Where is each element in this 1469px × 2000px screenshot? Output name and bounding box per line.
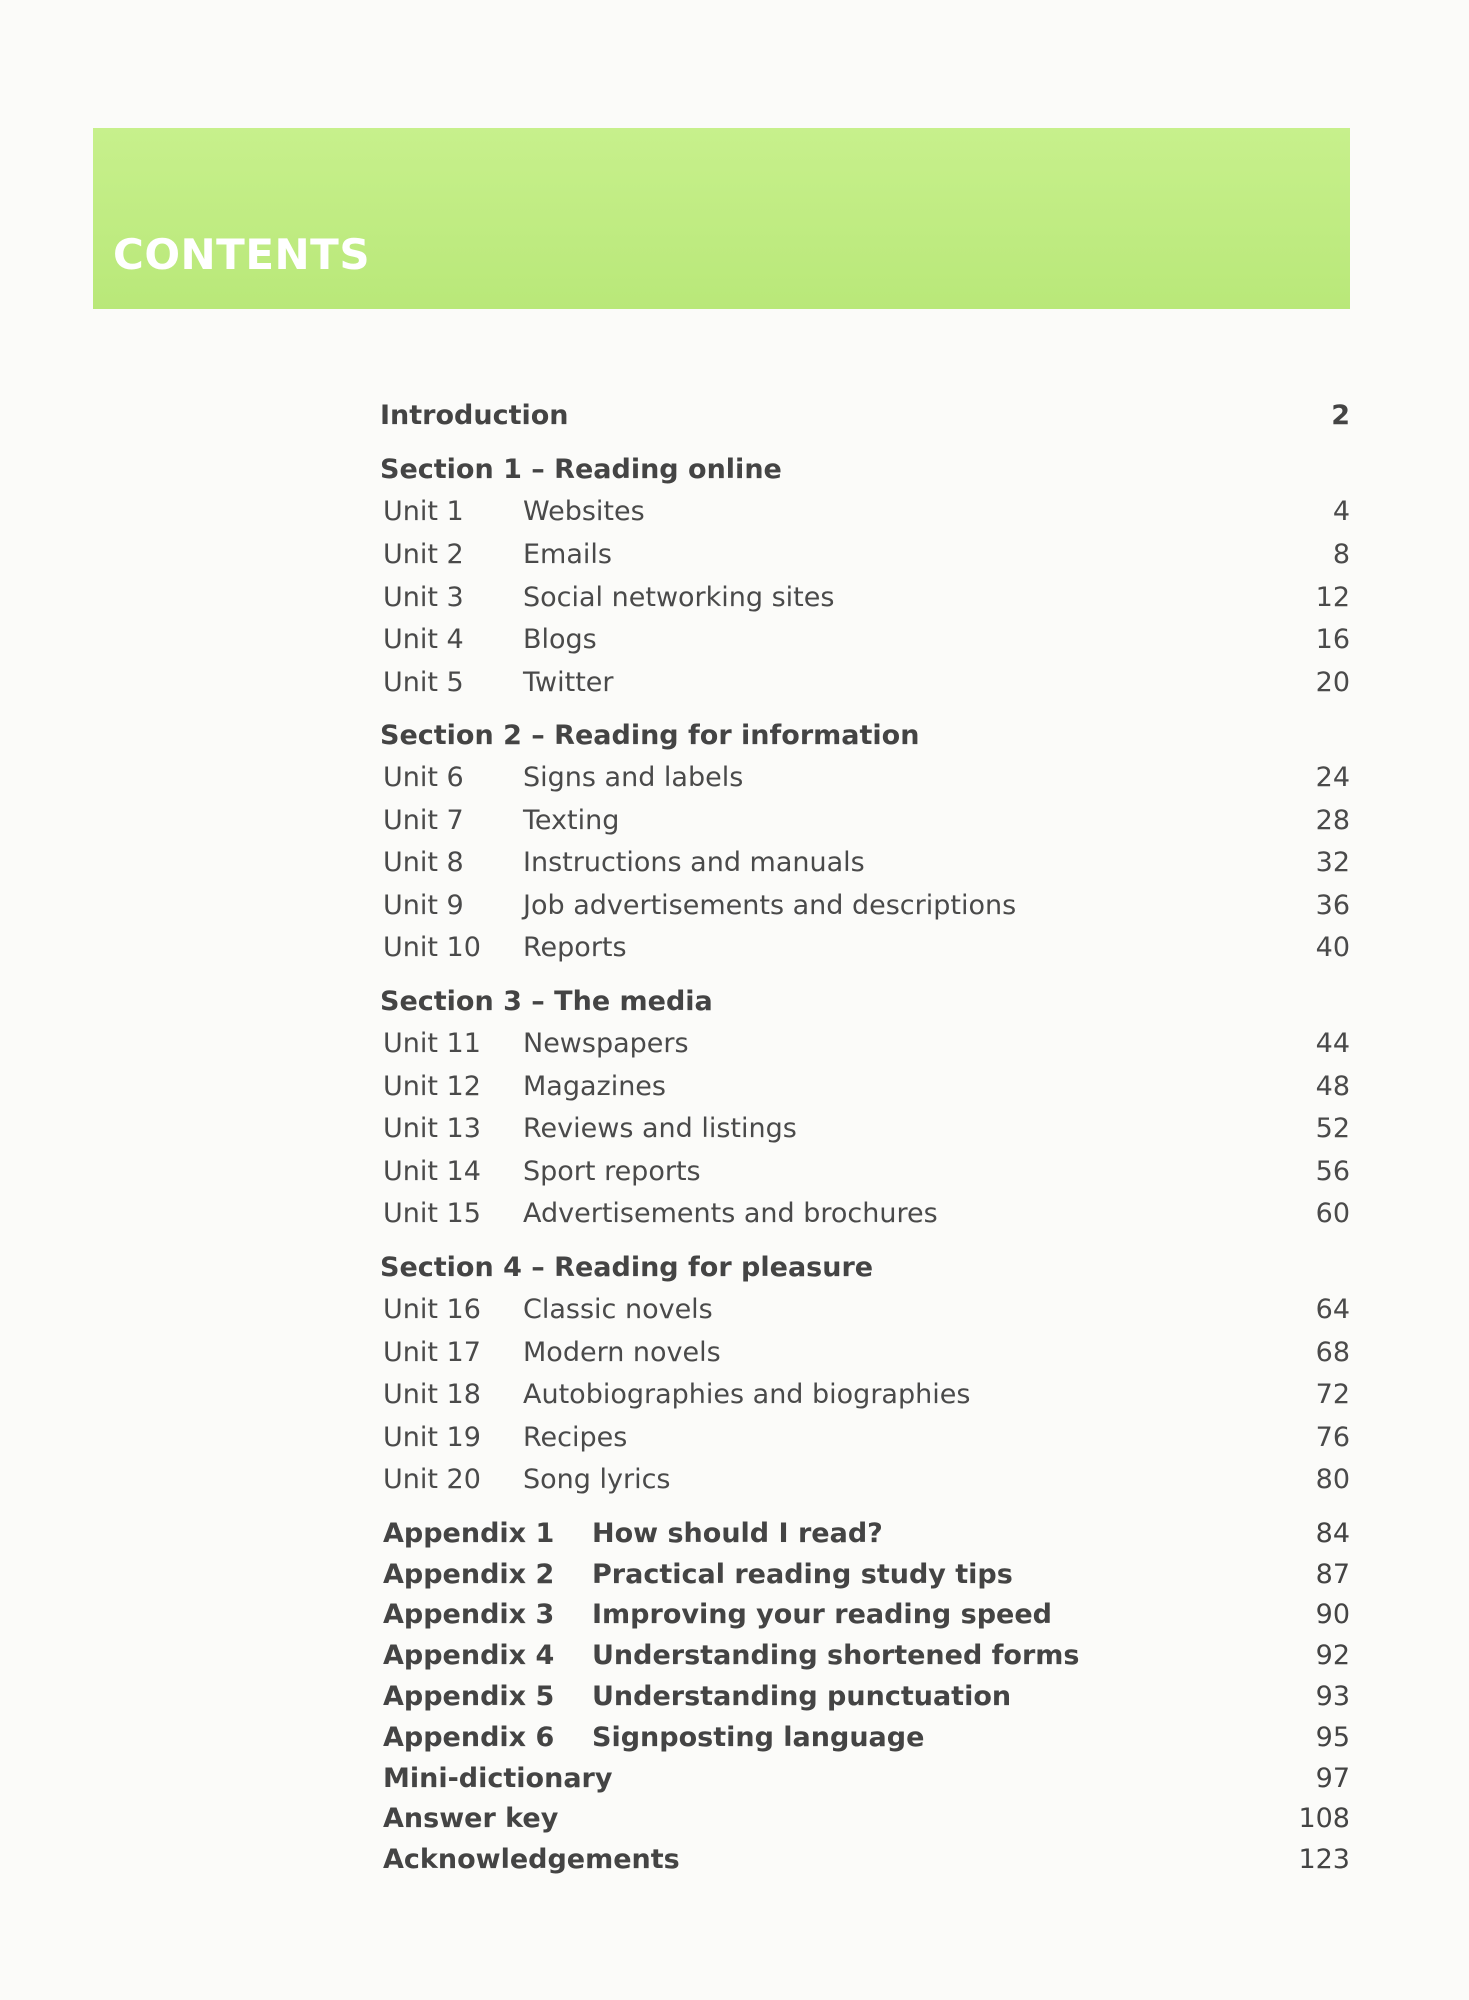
page-number: 90	[1315, 1599, 1350, 1630]
section-heading	[380, 450, 1350, 490]
unit-number: Unit 8	[383, 847, 464, 878]
page-number: 20	[1315, 667, 1350, 698]
toc-entry-unit[interactable]	[380, 492, 1350, 532]
toc-entry-unit[interactable]	[380, 1109, 1350, 1149]
toc-entry-introduction[interactable]	[380, 396, 1350, 436]
page-number: 92	[1315, 1640, 1350, 1671]
toc-entry-unit[interactable]	[380, 801, 1350, 841]
appendix-title: Practical reading study tips	[592, 1559, 1013, 1590]
page-number: 80	[1315, 1464, 1350, 1495]
toc-entry-unit[interactable]	[380, 1333, 1350, 1373]
unit-number: Unit 12	[383, 1071, 481, 1102]
toc-entry-unit[interactable]	[380, 843, 1350, 883]
unit-number: Unit 5	[383, 667, 464, 698]
unit-number: Unit 10	[383, 932, 481, 963]
unit-title: Sport reports	[523, 1156, 701, 1187]
unit-title: Social networking sites	[523, 582, 835, 613]
toc-entry-appendix[interactable]	[380, 1555, 1350, 1595]
appendix-number: Appendix 3	[383, 1599, 555, 1630]
toc-entry-acknowledgements[interactable]	[380, 1840, 1350, 1880]
contents-banner	[93, 128, 1350, 309]
unit-title: Texting	[523, 805, 620, 836]
page-number: 68	[1315, 1337, 1350, 1368]
unit-title: Reviews and listings	[523, 1113, 797, 1144]
page-number: 24	[1315, 762, 1350, 793]
page-number: 4	[1332, 496, 1350, 527]
unit-title: Websites	[523, 496, 645, 527]
unit-number: Unit 1	[383, 496, 464, 527]
page-number: 44	[1315, 1028, 1350, 1059]
unit-number: Unit 18	[383, 1379, 481, 1410]
unit-title: Blogs	[523, 624, 597, 655]
unit-title: Emails	[523, 539, 612, 570]
unit-title: Classic novels	[523, 1294, 713, 1325]
appendix-title: How should I read?	[592, 1518, 883, 1549]
toc-entry-appendix[interactable]	[380, 1514, 1350, 1554]
unit-title: Recipes	[523, 1422, 628, 1453]
entry-label: Mini-dictionary	[383, 1763, 613, 1794]
toc-entry-unit[interactable]	[380, 578, 1350, 618]
appendix-title: Signposting language	[592, 1722, 925, 1753]
toc-entry-unit[interactable]	[380, 1460, 1350, 1500]
toc-entry-mini-dictionary[interactable]	[380, 1759, 1350, 1799]
entry-label: Acknowledgements	[383, 1844, 680, 1875]
unit-title: Song lyrics	[523, 1464, 671, 1495]
unit-number: Unit 6	[383, 762, 464, 793]
page-number: 48	[1315, 1071, 1350, 1102]
toc-entry-unit[interactable]	[380, 620, 1350, 660]
toc-entry-unit[interactable]	[380, 1024, 1350, 1064]
page-number: 52	[1315, 1113, 1350, 1144]
page-number: 76	[1315, 1422, 1350, 1453]
toc-entry-unit[interactable]	[380, 535, 1350, 575]
section-heading	[380, 716, 1350, 756]
page-number: 64	[1315, 1294, 1350, 1325]
unit-number: Unit 16	[383, 1294, 481, 1325]
entry-label: Answer key	[383, 1803, 559, 1834]
page-number: 108	[1298, 1803, 1350, 1834]
toc-entry-unit[interactable]	[380, 1418, 1350, 1458]
page-number: 60	[1315, 1198, 1350, 1229]
unit-number: Unit 17	[383, 1337, 481, 1368]
page-number: 95	[1315, 1722, 1350, 1753]
section-heading	[380, 1248, 1350, 1288]
unit-number: Unit 15	[383, 1198, 481, 1229]
unit-title: Autobiographies and biographies	[523, 1379, 971, 1410]
toc-entry-unit[interactable]	[380, 928, 1350, 968]
page-number: 93	[1315, 1681, 1350, 1712]
page-number: 28	[1315, 805, 1350, 836]
toc-entry-unit[interactable]	[380, 663, 1350, 703]
unit-title: Reports	[523, 932, 627, 963]
unit-number: Unit 7	[383, 805, 464, 836]
toc-entry-appendix[interactable]	[380, 1636, 1350, 1676]
unit-number: Unit 9	[383, 890, 464, 921]
page-number: 87	[1315, 1559, 1350, 1590]
appendix-number: Appendix 1	[383, 1518, 555, 1549]
unit-number: Unit 13	[383, 1113, 481, 1144]
page-title: CONTENTS	[113, 230, 371, 279]
unit-title: Signs and labels	[523, 762, 744, 793]
section-heading-text: Section 4 – Reading for pleasure	[380, 1252, 874, 1283]
unit-number: Unit 2	[383, 539, 464, 570]
section-heading-text: Section 2 – Reading for information	[380, 720, 920, 751]
toc-entry-unit[interactable]	[380, 886, 1350, 926]
toc-entry-unit[interactable]	[380, 1067, 1350, 1107]
page-number: 36	[1315, 890, 1350, 921]
toc-entry-unit[interactable]	[380, 758, 1350, 798]
toc-entry-unit[interactable]	[380, 1152, 1350, 1192]
appendix-number: Appendix 6	[383, 1722, 555, 1753]
section-heading-text: Section 3 – The media	[380, 986, 713, 1017]
page-number: 56	[1315, 1156, 1350, 1187]
toc-entry-unit[interactable]	[380, 1194, 1350, 1234]
section-heading	[380, 982, 1350, 1022]
toc-entry-unit[interactable]	[380, 1375, 1350, 1415]
toc-entry-answer-key[interactable]	[380, 1799, 1350, 1839]
unit-number: Unit 4	[383, 624, 464, 655]
page-number: 72	[1315, 1379, 1350, 1410]
page-number: 16	[1315, 624, 1350, 655]
unit-title: Advertisements and brochures	[523, 1198, 938, 1229]
page-number: 8	[1332, 539, 1350, 570]
unit-title: Twitter	[523, 667, 614, 698]
toc-entry-unit[interactable]	[380, 1290, 1350, 1330]
page-number: 40	[1315, 932, 1350, 963]
appendix-title: Understanding shortened forms	[592, 1640, 1080, 1671]
unit-number: Unit 19	[383, 1422, 481, 1453]
appendix-number: Appendix 2	[383, 1559, 555, 1590]
unit-title: Newspapers	[523, 1028, 689, 1059]
page-number: 32	[1315, 847, 1350, 878]
appendix-title: Understanding punctuation	[592, 1681, 1012, 1712]
toc-entry-appendix[interactable]	[380, 1595, 1350, 1635]
unit-number: Unit 20	[383, 1464, 481, 1495]
page-number: 12	[1315, 582, 1350, 613]
toc-entry-appendix[interactable]	[380, 1677, 1350, 1717]
unit-number: Unit 3	[383, 582, 464, 613]
appendix-title: Improving your reading speed	[592, 1599, 1052, 1630]
page-number: 97	[1315, 1763, 1350, 1794]
unit-number: Unit 14	[383, 1156, 481, 1187]
appendix-number: Appendix 5	[383, 1681, 555, 1712]
appendix-number: Appendix 4	[383, 1640, 555, 1671]
page-number: 123	[1298, 1844, 1350, 1875]
page-number: 2	[1331, 400, 1350, 431]
unit-title: Modern novels	[523, 1337, 721, 1368]
toc-entry-appendix[interactable]	[380, 1718, 1350, 1758]
unit-title: Job advertisements and descriptions	[523, 890, 1017, 921]
section-heading-text: Section 1 – Reading online	[380, 454, 782, 485]
entry-label: Introduction	[380, 400, 569, 431]
unit-number: Unit 11	[383, 1028, 481, 1059]
page-number: 84	[1315, 1518, 1350, 1549]
unit-title: Instructions and manuals	[523, 847, 865, 878]
unit-title: Magazines	[523, 1071, 666, 1102]
